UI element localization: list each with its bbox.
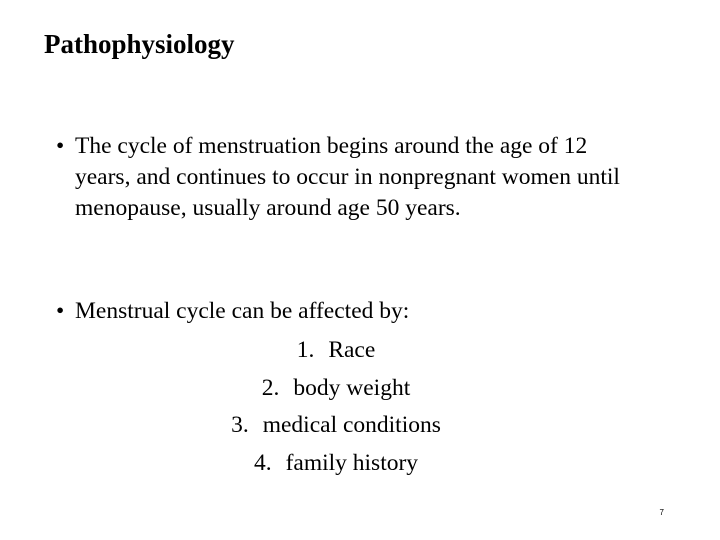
factor-item-body-weight xyxy=(0,370,672,408)
bullet-text: The cycle of menstruation begins around the age of 12 years, and continues to occur in nonpregnant women until menopause, usually around age 50 years. xyxy=(75,133,620,221)
bullet-text: Menstrual cycle can be affected by: xyxy=(75,298,410,324)
factor-number: 3. xyxy=(231,412,249,438)
slide-title: Pathophysiology xyxy=(44,29,235,59)
factor-label: body weight xyxy=(293,374,411,401)
factor-number: 1. xyxy=(296,337,315,363)
factors-list xyxy=(0,332,720,482)
factor-item-race xyxy=(0,332,672,370)
bullet-marker: • xyxy=(56,298,65,324)
factor-item-family-history xyxy=(0,445,672,483)
factor-label: Race xyxy=(328,337,376,363)
bullet-item-menstruation-cycle xyxy=(56,131,636,224)
factor-number: 4. xyxy=(253,449,272,476)
factor-item-medical-conditions xyxy=(0,407,672,445)
bullet-marker: • xyxy=(56,133,65,159)
page-number: 7 xyxy=(659,508,664,517)
bullet-item-affecting-factors xyxy=(56,296,656,327)
factor-number: 2. xyxy=(261,374,280,401)
factor-label: medical conditions xyxy=(262,412,441,438)
factor-label: family history xyxy=(285,449,419,476)
